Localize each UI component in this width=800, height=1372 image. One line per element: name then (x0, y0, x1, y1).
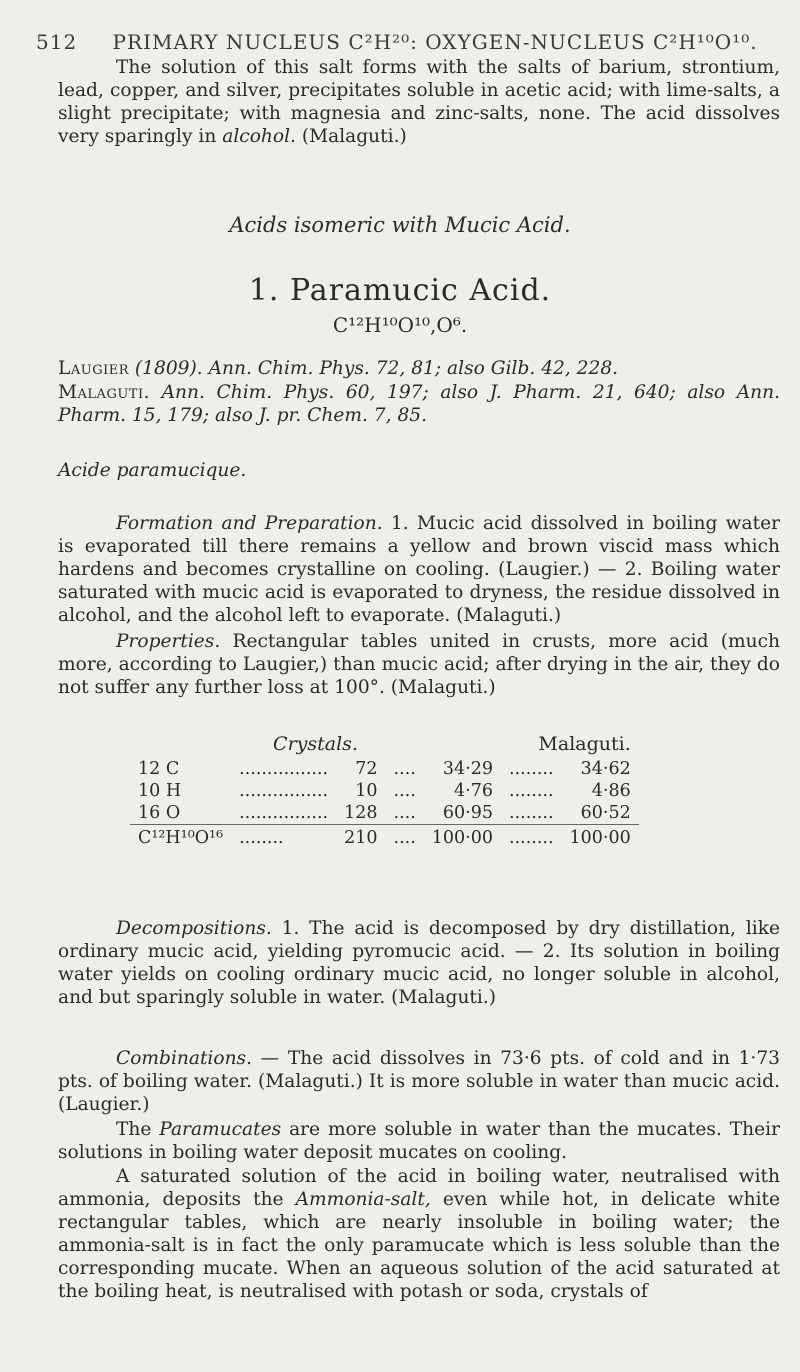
running-title: PRIMARY NUCLEUS C²H²⁰: OXYGEN-NUCLEUS C²H¹⁰O¹⁰. (112, 30, 758, 54)
intro-paragraph: The solution of this salt forms with the salts of barium, strontium, lead, copper, and silver, precipitates soluble in acetic acid; with lime-salts, a slight precipitate; with magnesia and zinc-salts, none. The acid dissolves very sparingly in alcohol. (Malaguti.) (58, 57, 780, 147)
paramucates-paragraph: The Paramucates are more soluble in water than the mucates. Their solutions in boiling water deposit mucates on cooling. (58, 1119, 780, 1163)
french-name: Acide paramucique. (58, 460, 247, 481)
table-row: 10 H ................ 10 .... 4·76 ........ 4·86 (138, 781, 631, 801)
malaguti-header: Malaguti. (538, 733, 631, 755)
crystals-header: Crystals. (273, 733, 358, 755)
reference-laugier: Laugier (1809). Ann. Chim. Phys. 72, 81; also Gilb. 42, 228. (58, 358, 619, 379)
page-header (36, 30, 776, 54)
acid-formula: C¹²H¹⁰O¹⁰,O⁶. (332, 313, 468, 337)
properties-paragraph: Properties. Rectangular tables united in crusts, more acid (much more, according to Laugier,) than mucic acid; after drying in the air, they do not suffer any further loss at 100°. (Malaguti.) (58, 631, 780, 698)
crystals-table (130, 732, 639, 849)
combinations-paragraph: Combinations. — The acid dissolves in 73·6 pts. of cold and in 1·73 pts. of boiling water. (Malaguti.) It is more soluble in water than mucic acid. (Laugier.) (58, 1048, 780, 1115)
section-heading: Acids isomeric with Mucic Acid. (229, 213, 571, 237)
table-total-row: C¹²H¹⁰O¹⁶ ........ 210 .... 100·00 ........ 100·00 (130, 825, 639, 850)
reference-malaguti: Malaguti. Ann. Chim. Phys. 60, 197; also J. Pharm. 21, 640; also Ann. Pharm. 15, 179; also J. pr. Chem. 7, 85. (58, 382, 780, 426)
table-header-row (130, 732, 639, 758)
table-row: 12 C ................ 72 .... 34·29 ........ 34·62 (138, 759, 631, 779)
decompositions-paragraph: Decompositions. 1. The acid is decomposed by dry distillation, like ordinary mucic acid, yielding pyromucic acid. — 2. Its solution in boiling water yields on cooling ordinary mucic acid, no longer soluble in alcohol, and but sparingly soluble in water. (Malaguti.) (58, 918, 780, 1008)
page-number: 512 (36, 30, 78, 54)
table-row: 16 O ................ 128 .... 60·95 ........ 60·52 (138, 803, 631, 823)
formation-paragraph: Formation and Preparation. 1. Mucic acid dissolved in boiling water is evaporated till there remains a yellow and brown viscid mass which hardens and becomes crystalline on cooling. (Laugier.) — 2. Boiling water saturated with mucic acid is evaporated to dryness, the residue dissolved in alcohol, and the alcohol left to evaporate. (Malaguti.) (58, 513, 780, 626)
acid-title: 1. Paramucic Acid. (248, 273, 552, 308)
ammonia-paragraph: A saturated solution of the acid in boiling water, neutralised with ammonia, deposits the Ammonia-salt, even while hot, in delicate white rectangular tables, which are nearly insoluble in boiling water; the ammonia-salt is in fact the only paramucate which is less soluble than the corresponding mucate. When an aqueous solution of the acid saturated at the boiling heat, is neutralised with potash or soda, crystals of (58, 1166, 780, 1302)
